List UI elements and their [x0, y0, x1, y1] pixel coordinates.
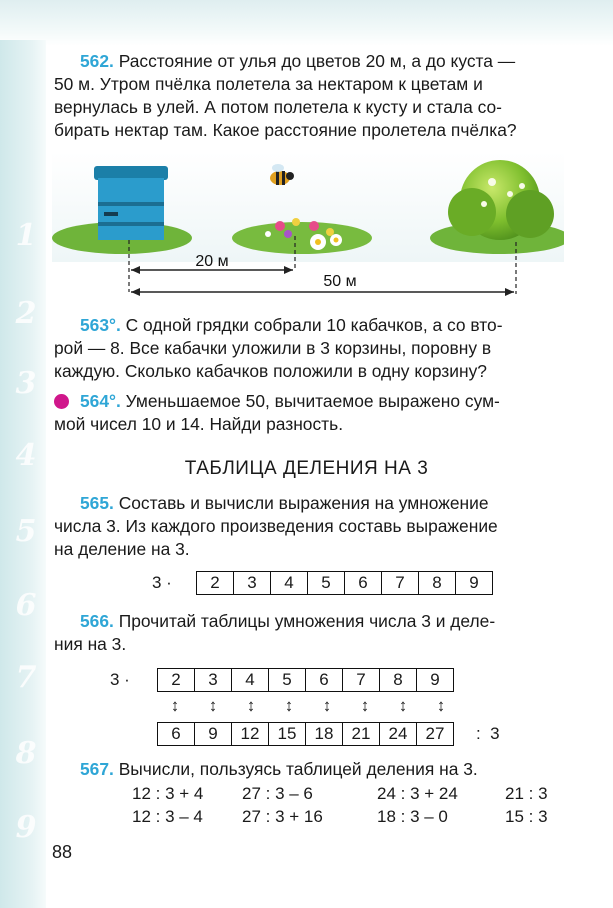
side-number: 7: [15, 660, 37, 695]
task-text-line: рой — 8. Все кабачки уложили в 3 корзины, поровну в: [54, 338, 492, 358]
grid-cell: 9: [195, 723, 232, 746]
task-text-line: мой чисел 10 и 14. Найди разность.: [54, 414, 344, 434]
expression: 15 : 3: [505, 807, 548, 826]
task-text-line: ния на 3.: [54, 634, 127, 654]
side-number: 9: [15, 810, 37, 845]
grid-cell: 6: [306, 669, 343, 692]
updown-arrow-icon: ↕: [360, 696, 370, 715]
multiplier-label: 3 ·: [152, 573, 172, 592]
updown-arrow-icon: ↕: [246, 696, 256, 715]
task-566: [54, 610, 564, 656]
task-number: 567.: [80, 759, 114, 779]
grid-cell: 6: [158, 723, 195, 746]
grid-cell: 18: [306, 723, 343, 746]
grid-cell: 4: [232, 669, 269, 692]
side-number: 1: [15, 218, 37, 253]
side-number: 5: [15, 514, 37, 549]
grid-cell: 5: [308, 572, 345, 595]
task-number: 563°.: [80, 315, 121, 335]
expression: 12 : 3 – 4: [132, 807, 203, 826]
expression: 18 : 3 – 0: [377, 807, 448, 826]
task-text-line: Расстояние от улья до цветов 20 м, а до куста —: [118, 51, 516, 71]
task-563: [54, 314, 564, 383]
section-title: ТАБЛИЦА ДЕЛЕНИЯ НА 3: [184, 458, 429, 479]
top-band: [0, 0, 613, 46]
side-number: 2: [15, 296, 37, 331]
beehive-flowers-bush-illustration: [52, 152, 564, 302]
updown-arrow-icon: ↕: [398, 696, 408, 715]
grid-cell: 21: [343, 723, 380, 746]
task-text-line: Прочитай таблицы умножения числа 3 и деле-: [118, 611, 496, 631]
grid-cell: 4: [271, 572, 308, 595]
task-number: 564°.: [80, 391, 121, 411]
task-text-line: Уменьшаемое 50, вычитаемое выражено сум-: [125, 391, 500, 411]
updown-arrow-icon: ↕: [208, 696, 218, 715]
grid-cell: 8: [380, 669, 417, 692]
grid-cell: 15: [269, 723, 306, 746]
multiplication-grid-565: [196, 571, 493, 595]
grid-cell: 2: [158, 669, 195, 692]
updown-arrow-icon: ↕: [170, 696, 180, 715]
task-number: 562.: [80, 51, 114, 71]
task-number: 566.: [80, 611, 114, 631]
expression: 24 : 3 + 24: [377, 784, 458, 803]
task-text-line: на деление на 3.: [54, 539, 190, 559]
side-number: 4: [15, 438, 37, 473]
grid-cell: 7: [382, 572, 419, 595]
expression: 27 : 3 – 6: [242, 784, 313, 803]
task-text-line: 50 м. Утром пчёлка полетела за нектаром к цветам и: [54, 74, 483, 94]
grid-cell: 3: [195, 669, 232, 692]
grid-cell: 5: [269, 669, 306, 692]
grid-cell: 9: [417, 669, 454, 692]
side-number: 8: [15, 736, 37, 771]
expression: 27 : 3 + 16: [242, 807, 323, 826]
task-564: [54, 390, 564, 436]
task-number: 565.: [80, 493, 114, 513]
multiplication-grid-566: [157, 668, 454, 692]
grass-patch: [232, 222, 372, 254]
expression: 21 : 3: [505, 784, 548, 803]
grid-cell: 3: [234, 572, 271, 595]
grid-cell: 6: [345, 572, 382, 595]
task-text-line: числа 3. Из каждого произведения составь выражение: [54, 516, 498, 536]
task-text-line: бирать нектар там. Какое расстояние пролетела пчёлка?: [54, 120, 517, 140]
grid-cell: 7: [343, 669, 380, 692]
divisor-label: : 3: [476, 724, 500, 743]
side-number: 6: [15, 588, 37, 623]
side-number: 3: [15, 366, 37, 401]
updown-arrow-icon: ↕: [436, 696, 446, 715]
grid-cell: 27: [417, 723, 454, 746]
grid-cell: 8: [419, 572, 456, 595]
task-565: [54, 492, 564, 561]
updown-arrow-icon: ↕: [284, 696, 294, 715]
task-562: [54, 50, 564, 142]
task-567: [54, 758, 564, 781]
division-grid-566: [157, 722, 454, 746]
task-text-line: С одной грядки собрали 10 кабачков, а со вто-: [125, 315, 503, 335]
page-number: 88: [52, 842, 73, 862]
grid-cell: 24: [380, 723, 417, 746]
dimension-label-long: 50 м: [323, 273, 357, 290]
expressions-grid: [132, 783, 562, 827]
updown-arrow-icon: ↕: [322, 696, 332, 715]
dimension-label-short: 20 м: [195, 253, 229, 270]
grid-cell: 2: [197, 572, 234, 595]
grid-cell: 9: [456, 572, 493, 595]
task-text-line: Вычисли, пользуясь таблицей деления на 3.: [118, 759, 478, 779]
grid-cell: 12: [232, 723, 269, 746]
task-text-line: каждую. Сколько кабачков положили в одну корзину?: [54, 361, 487, 381]
task-text-line: вернулась в улей. А потом полетела к кусту и стала со-: [54, 97, 502, 117]
beehive-icon: [94, 166, 168, 240]
task-text-line: Составь и вычисли выражения на умножение: [118, 493, 489, 513]
multiplier-label: 3 ·: [110, 670, 130, 689]
arrow-row: [157, 696, 467, 720]
expression: 12 : 3 + 4: [132, 784, 204, 803]
